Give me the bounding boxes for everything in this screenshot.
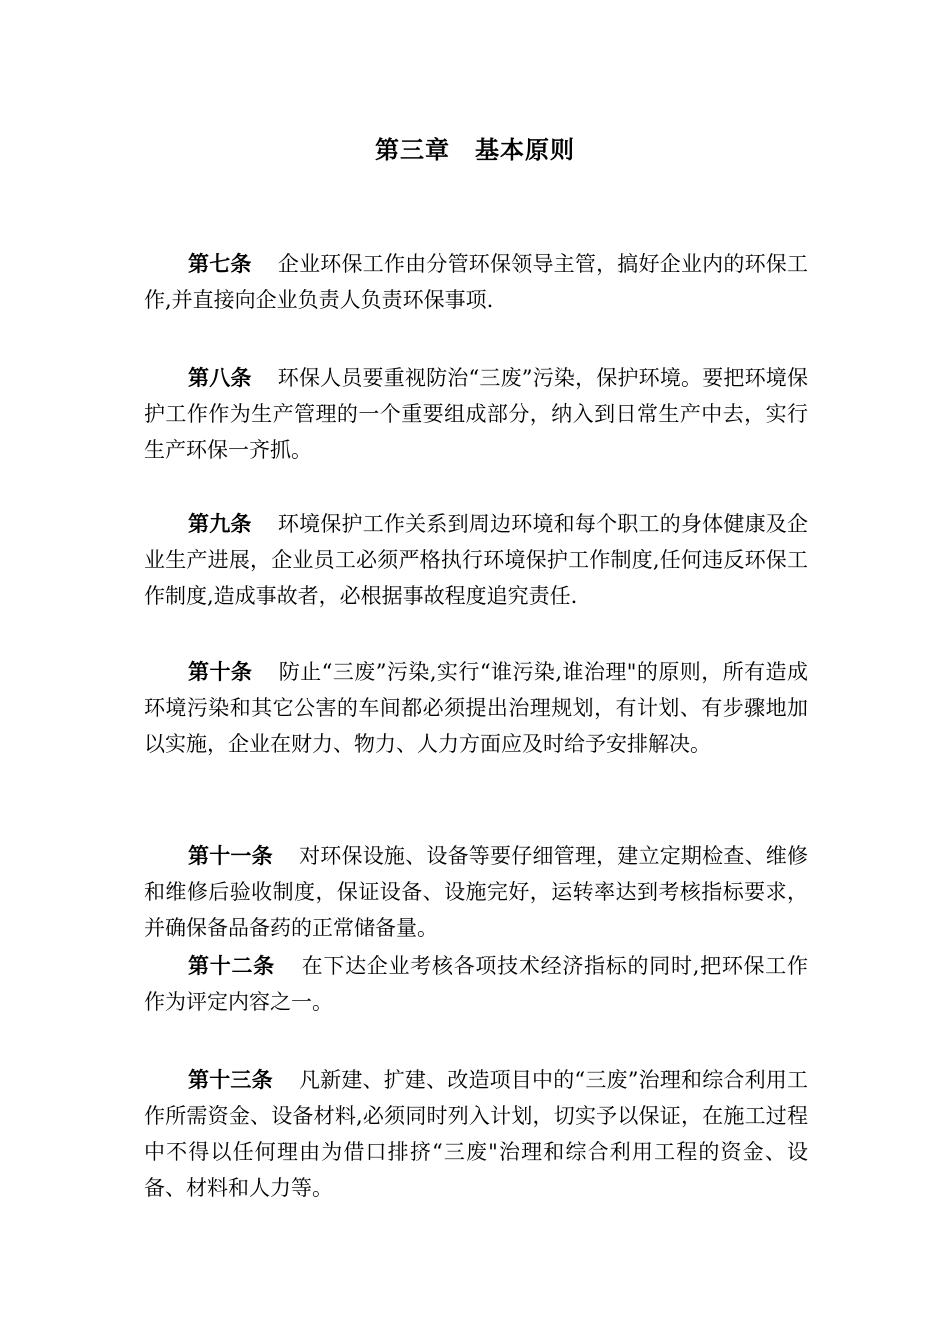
- article-label: 第九条: [188, 511, 252, 536]
- article-text: 防止“三废”污染,实行“谁污染,谁治理"的原则，所有造成环境污染和其它公害的车间都必须提出治理规划，有计划、有步骤地加以实施，企业在财力、物力、人力方面应及时给予安排解决。: [144, 660, 809, 756]
- article-8: [144, 360, 808, 468]
- article-text: 在下达企业考核各项技术经济指标的同时,把环保工作作为评定内容之一。: [144, 954, 808, 1014]
- article-text: 对环保设施、设备等要仔细管理，建立定期检查、维修和维修后验收制度，保证设备、设施完好，运转率达到考核指标要求，并确保备品备药的正常储备量。: [144, 844, 809, 940]
- article-13: [144, 1062, 808, 1206]
- article-7: [144, 246, 808, 318]
- article-9: [144, 506, 808, 614]
- article-label: 第七条: [188, 251, 252, 276]
- article-11: [144, 838, 808, 946]
- article-label: 第十三条: [188, 1067, 273, 1092]
- article-label: 第十二条: [188, 953, 275, 978]
- article-label: 第十条: [188, 659, 253, 684]
- chapter-title: 第三章 基本原则: [375, 135, 575, 164]
- article-text: 凡新建、扩建、改造项目中的“三废”治理和综合利用工作所需资金、设备材料,必须同时列入计划，切实予以保证，在施工过程中不得以任何理由为借口排挤“三废"治理和综合利用工程的资金、设备、材料和人力等。: [144, 1068, 808, 1200]
- article-text: 企业环保工作由分管环保领导主管，搞好企业内的环保工作,并直接向企业负责人负责环保事项.: [144, 252, 809, 312]
- article-10: [144, 654, 808, 762]
- article-12: [144, 948, 808, 1020]
- article-text: 环保人员要重视防治“三废”污染，保护环境。要把环境保护工作作为生产管理的一个重要组成部分，纳入到日常生产中去，实行生产环保一齐抓。: [144, 366, 808, 462]
- article-text: 环境保护工作关系到周边环境和每个职工的身体健康及企业生产进展，企业员工必须严格执行环境保护工作制度,任何违反环保工作制度,造成事故者，必根据事故程度追究责任.: [144, 512, 809, 608]
- article-label: 第十一条: [188, 843, 273, 868]
- article-label: 第八条: [188, 365, 252, 390]
